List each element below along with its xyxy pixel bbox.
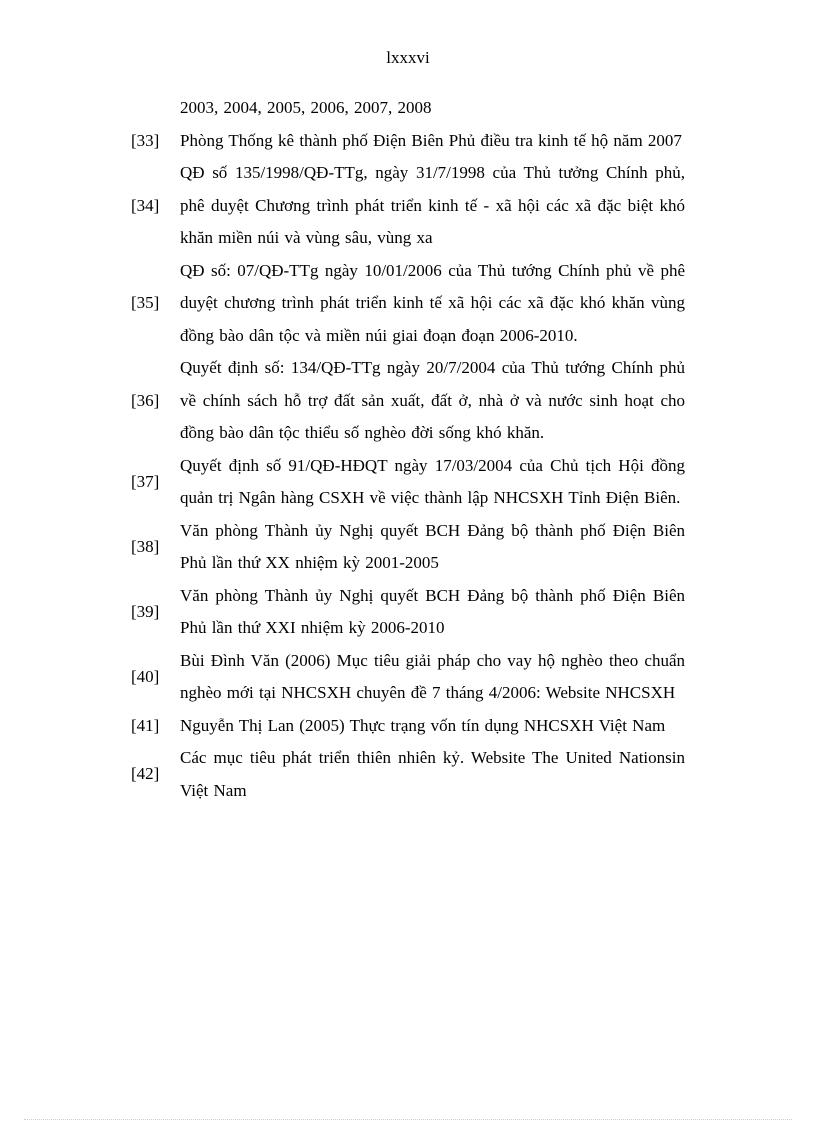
reference-item-41 bbox=[0, 710, 816, 743]
reference-number: [37] bbox=[131, 471, 160, 491]
reference-number: [34] bbox=[131, 195, 160, 215]
reference-text: QĐ số 135/1998/QĐ-TTg, ngày 31/7/1998 của Thủ tưởng Chính phủ, phê duyệt Chương trình phát triển kinh tế - xã hội các xã đặc biệt khó khăn miền núi và vùng sâu, vùng xa bbox=[180, 163, 685, 247]
reference-continuation bbox=[0, 92, 816, 125]
reference-text: Bùi Đình Văn (2006) Mục tiêu giải pháp cho vay hộ nghèo theo chuẩn nghèo mới tại NHCSXH chuyên đề 7 tháng 4/2006: Website NHCSXH bbox=[180, 650, 685, 702]
reference-item-33 bbox=[0, 125, 816, 158]
reference-number: [40] bbox=[131, 666, 160, 686]
reference-text: Văn phòng Thành ủy Nghị quyết BCH Đảng bộ thành phố Điện Biên Phủ lần thứ XX nhiệm kỳ 2001-2005 bbox=[180, 520, 685, 572]
reference-item-34 bbox=[0, 157, 816, 255]
reference-number: [35] bbox=[131, 293, 160, 312]
reference-number: [41] bbox=[131, 715, 160, 735]
reference-continuation-text: 2003, 2004, 2005, 2006, 2007, 2008 bbox=[180, 98, 432, 117]
page-number: lxxxvi bbox=[386, 48, 430, 67]
reference-item-36 bbox=[0, 352, 816, 450]
reference-item-35 bbox=[0, 255, 816, 353]
reference-text: Nguyễn Thị Lan (2005) Thực trạng vốn tín dụng NHCSXH Việt Nam bbox=[180, 715, 666, 735]
reference-text: Văn phòng Thành ủy Nghị quyết BCH Đảng bộ thành phố Điện Biên Phủ lần thứ XXI nhiệm kỳ 2006-2010 bbox=[180, 585, 685, 637]
reference-item-38 bbox=[0, 515, 816, 580]
reference-text: Quyết định số 91/QĐ-HĐQT ngày 17/03/2004 của Chủ tịch Hội đồng quản trị Ngân hàng CSXH về việc thành lập NHCSXH Tỉnh Điện Biên. bbox=[180, 455, 685, 507]
page-bottom-divider bbox=[24, 1119, 792, 1120]
reference-number: [38] bbox=[131, 536, 160, 556]
reference-list bbox=[0, 92, 816, 807]
reference-item-37 bbox=[0, 450, 816, 515]
reference-number: [36] bbox=[131, 390, 160, 410]
reference-number: [39] bbox=[131, 601, 160, 621]
reference-text: QĐ số: 07/QĐ-TTg ngày 10/01/2006 của Thủ tướng Chính phủ về phê duyệt chương trình phát triển kinh tế xã hội các xã đặc khó khăn vùng đồng bào dân tộc và miền núi giai đoạn đoạn 2006-2010. bbox=[180, 260, 685, 345]
reference-text: Phòng Thống kê thành phố Điện Biên Phủ điều tra kinh tế hộ năm 2007 bbox=[180, 130, 682, 150]
reference-number: [42] bbox=[131, 764, 160, 784]
reference-number: [33] bbox=[131, 130, 160, 150]
reference-item-39 bbox=[0, 580, 816, 645]
reference-text: Các mục tiêu phát triển thiên nhiên kỷ. Website The United Nationsin Việt Nam bbox=[180, 748, 685, 800]
reference-item-42 bbox=[0, 742, 816, 807]
reference-item-40 bbox=[0, 645, 816, 710]
reference-text: Quyết định số: 134/QĐ-TTg ngày 20/7/2004 của Thủ tướng Chính phủ về chính sách hỗ trợ đất sản xuất, đất ở, nhà ở và nước sinh hoạt cho đồng bào dân tộc thiểu số nghèo đời sống khó khăn. bbox=[180, 358, 685, 442]
